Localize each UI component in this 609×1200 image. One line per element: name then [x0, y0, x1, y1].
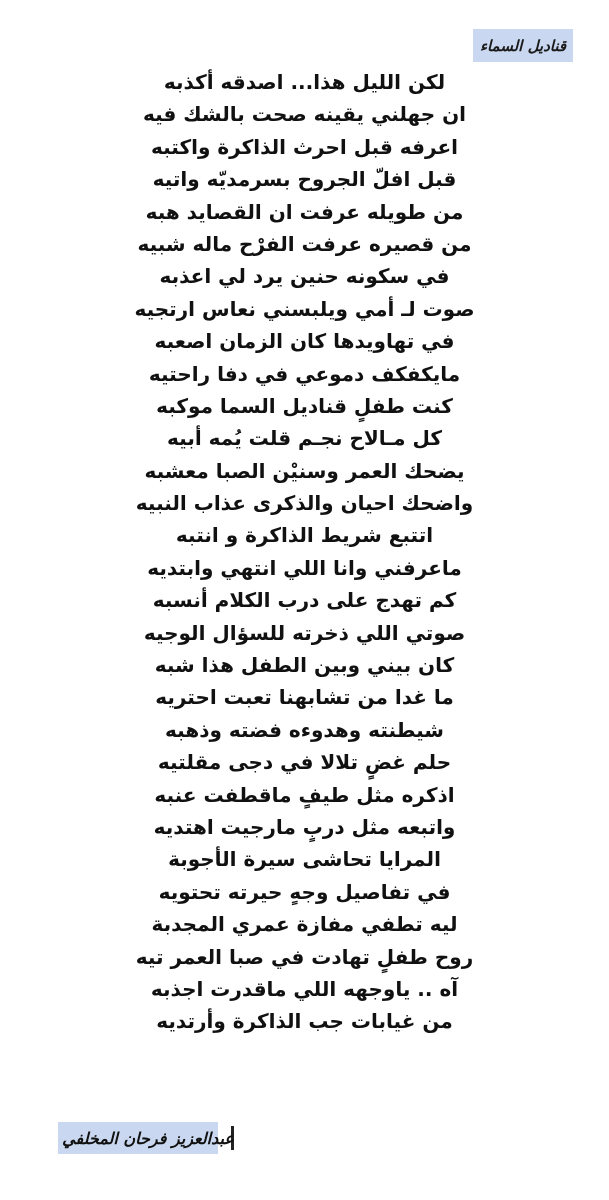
poem-line: كل مـالاح نجـم قلت يُمه أبيه	[167, 426, 442, 451]
poem-line: روح طفلٍ تهادت في صبا العمر تيه	[135, 944, 474, 969]
poem-line: يضحك العمر وسنيْن الصبا معشبه	[144, 458, 465, 483]
poem-line: اتتبع شريط الذاكرة و انتبه	[175, 523, 434, 548]
poem-line: صوتي اللي ذخرته للسؤال الوجيه	[143, 620, 466, 645]
poem-line: حلم غضٍ تلالا في دجى مقلتيه	[157, 750, 452, 775]
poem-line: واتبعه مثل دربٍ مارجيت اهتديه	[153, 814, 456, 839]
author-name: عبدالعزيز فرحان المخلفي	[62, 1129, 234, 1148]
poem-line: من طويله عرفت ان القصايد هبه	[145, 199, 464, 224]
poem-line: اعرفه قبل احرث الذاكرة واكتبه	[151, 134, 458, 159]
poem-line: كان بيني وبين الطفل هذا شبه	[154, 653, 455, 678]
poem-line: صوت لـ أمي ويلبسني نعاس ارتجيه	[134, 296, 475, 321]
poem-title	[473, 29, 573, 62]
author-signature	[50, 1116, 236, 1161]
poem-line: في سكونه حنين يرد لي اعذبه	[159, 264, 450, 289]
poem-line: من قصيره عرفت الفرْح ماله شبيه	[137, 231, 472, 256]
poem-line: لكن الليل هذا... اصدقه أكذبه	[163, 70, 446, 94]
poem-line: ان جهلني يقينه صحت بالشك فيه	[142, 102, 467, 127]
poem-line: قبل افلّ الجروح بسرمديّه واتيه	[152, 167, 457, 192]
poem-line: واضحك احيان والذكرى عذاب النبيه	[135, 491, 474, 516]
poem-line: اذكره مثل طيفٍ ماقطفت عنبه	[154, 782, 455, 807]
poem-body	[0, 66, 609, 1038]
poem-line: ما غدا من تشابهنا تعبت احتريه	[155, 685, 454, 710]
poem-line: في تفاصيل وجهٍ حيرته تحتويه	[158, 879, 451, 904]
poem-line: ليه تطفي مفازة عمري المجدبة	[151, 912, 458, 937]
poem-line: شيطنته وهدوءه فضته وذهبه	[165, 717, 444, 742]
poem-line: كم تهدج على درب الكلام أنسبه	[152, 588, 457, 613]
poem-line: ماعرفني وانا اللي انتهي وابتديه	[147, 555, 462, 580]
poem-line: من غيابات جب الذاكرة وأرتديه	[156, 1009, 453, 1034]
poem-line: كنت طفلٍ قناديل السما موكبه	[156, 393, 453, 418]
poem-title-text: قناديل السماء	[479, 36, 567, 55]
poem-line: المرايا تحاشى سيرة الأجوبة	[168, 847, 441, 872]
poem-line: في تهاويدها كان الزمان اصعبه	[154, 329, 455, 354]
poem-line: آه .. ياوجهه اللي ماقدرت اجذبه	[150, 976, 459, 1001]
poem-line: مايكفكف دموعي في دفا راحتيه	[148, 361, 461, 386]
